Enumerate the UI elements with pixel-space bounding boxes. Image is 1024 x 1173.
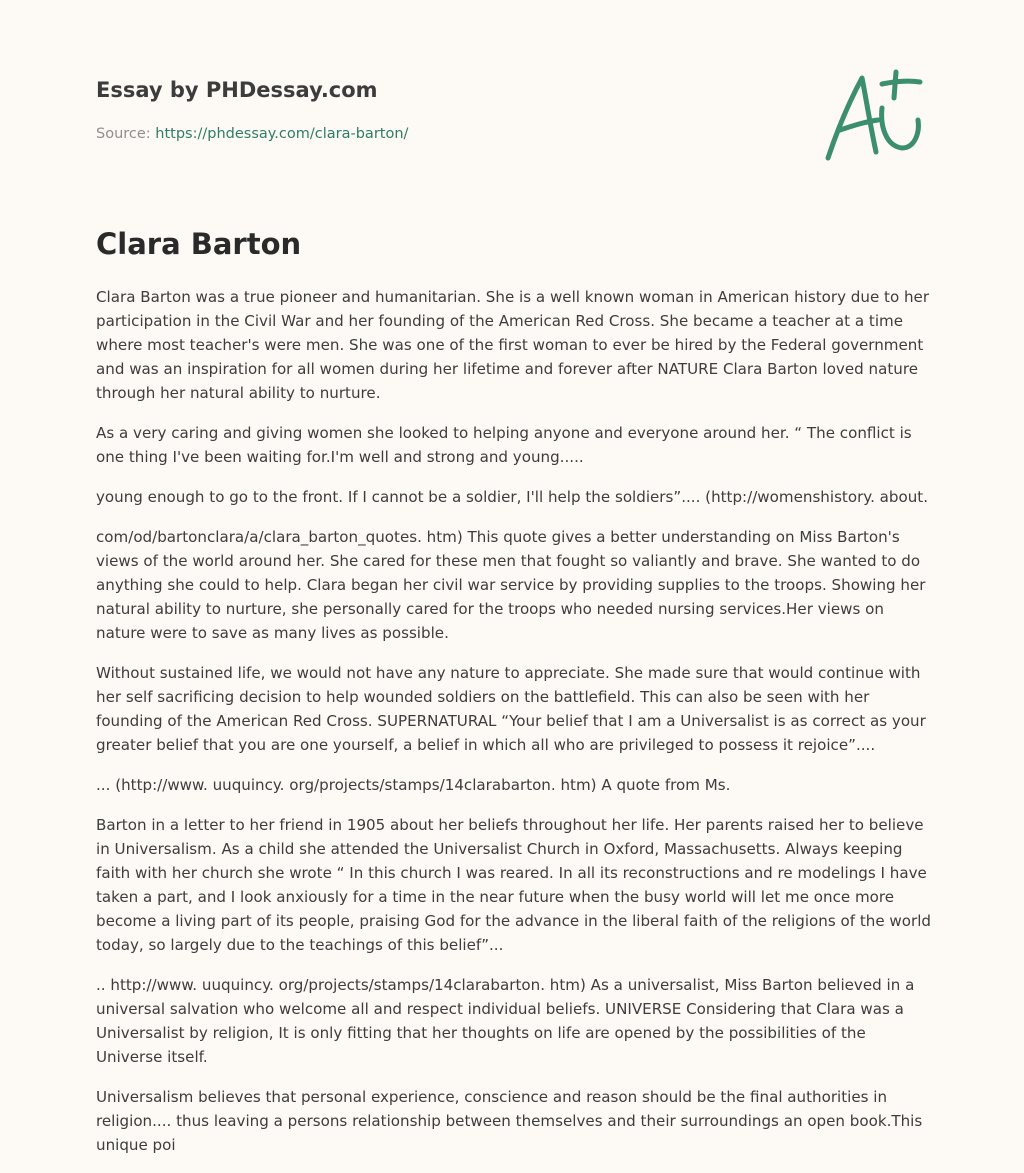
essay-paragraph: Without sustained life, we would not have any nature to appreciate. She made sure that would continue with her self sacrificing decision to help wounded soldiers on the battlefield. This can also be seen with her founding of the American Red Cross. SUPERNATURAL “Your belief that I am a Universalist is as correct as your greater belief that you are one yourself, a belief in which all who are privileged to possess it rejoice”.... [96,664,926,754]
essay-paragraph: com/od/bartonclara/a/clara_barton_quotes. htm) This quote gives a better understanding on Miss Barton's views of the world around her. She cared for these men that fought so valiantly and brave. She wanted to do anything she could to help. Clara began her civil war service by providing supplies to the troops. Showing her natural ability to nurture, she personally cared for the troops who needed nursing services.Her views on nature were to save as many lives as possible. [96,528,926,642]
essay-paragraph: young enough to go to the front. If I cannot be a soldier, I'll help the soldiers”.... (http://womenshistory. about. [96,488,929,506]
source-link[interactable]: https://phdessay.com/clara-barton/ [155,126,409,142]
source-label: Source: [96,126,151,142]
essay-paragraph: .. http://www. uuquincy. org/projects/stamps/14clarabarton. htm) As a universalist, Miss Barton believed in a universal salvation who welcome all and respect individual beliefs. UNIVERSE Considering that Clara was a Universalist by religion, It is only fitting that her thoughts on life are opened by the possibilities of the Universe itself. [96,976,915,1066]
brand-title: Essay by PHDessay.com [96,78,378,102]
essay-paragraph: Barton in a letter to her friend in 1905 about her beliefs throughout her life. Her parents raised her to believe in Universalism. As a child she attended the Universalist Church in Oxford, Massachusetts. Always keeping faith with her church she wrote “ In this church I was reared. In all its reconstructions and re modelings I have taken a part, and I look anxiously for a time in the near future when the busy world will let me once more become a living part of its people, praising God for the advance in the liberal faith of the religions of the world today, so largely due to the teachings of this belief”... [96,816,931,954]
essay-title: Clara Barton [96,227,302,261]
a-plus-logo [822,68,926,164]
source-line [96,124,796,144]
essay-body [96,285,932,1173]
essay-paragraph: ... (http://www. uuquincy. org/projects/stamps/14clarabarton. htm) A quote from Ms. [96,776,731,794]
essay-paragraph: As a very caring and giving women she looked to helping anyone and everyone around her. “ The conflict is one thing I've been waiting for.I'm well and strong and young..... [96,424,912,466]
essay-paragraph: Universalism believes that personal experience, conscience and reason should be the final authorities in religion.... thus leaving a persons relationship between themselves and their surroundings an open book.This unique poi [96,1088,923,1154]
essay-paragraph: Clara Barton was a true pioneer and humanitarian. She is a well known woman in American history due to her participation in the Civil War and her founding of the American Red Cross. She became a teacher at a time where most teacher's were men. She was one of the first woman to ever be hired by the Federal government and was an inspiration for all women during her lifetime and forever after NATURE Clara Barton loved nature through her natural ability to nurture. [96,288,930,402]
page-header [96,74,796,144]
